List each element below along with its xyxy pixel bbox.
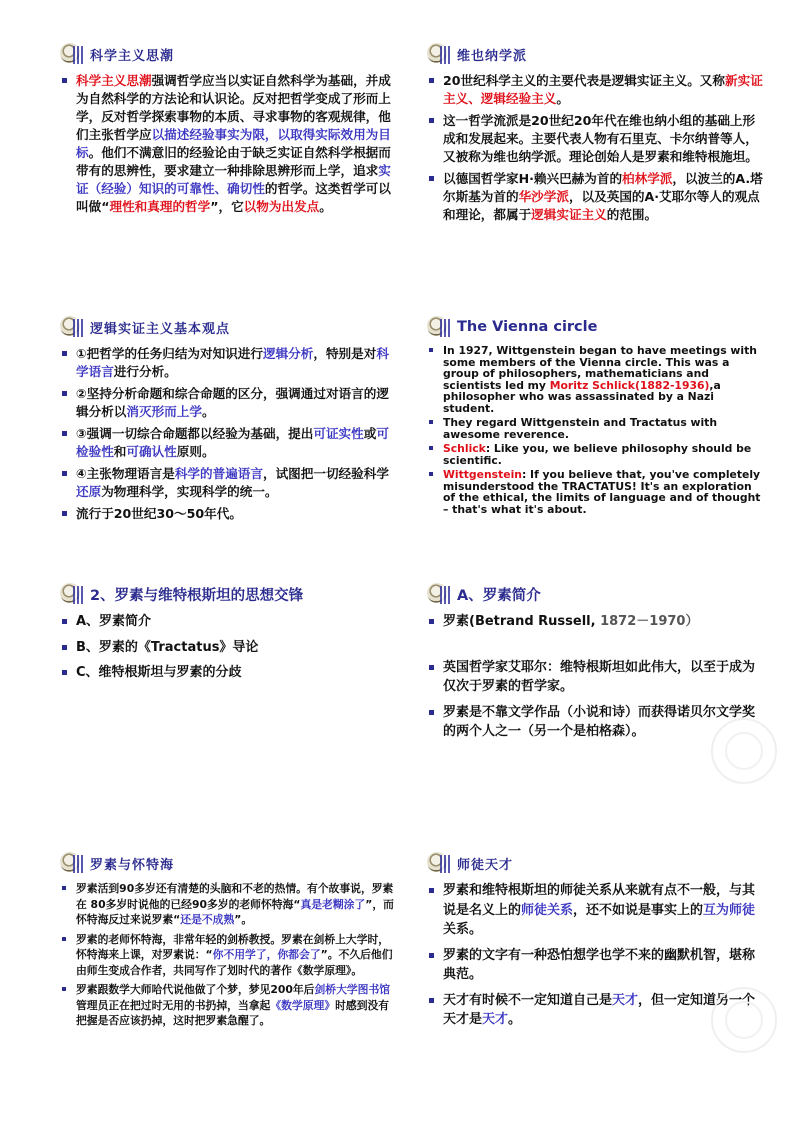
- bullet-text: ,a philosopher who was assassinated by a Nazi student.: [443, 378, 721, 415]
- highlight-text: 互为师徒: [703, 902, 756, 918]
- highlight-text: 还是不成熟: [180, 913, 235, 926]
- university-logo-icon: [425, 315, 451, 339]
- bullet-text: 的范围。: [606, 207, 658, 222]
- bullet-item: [425, 612, 765, 632]
- slide-title: The Vienna circle: [457, 319, 598, 335]
- bullet-item: [425, 72, 765, 108]
- slide-title: 2、罗素与维特根斯坦的思想交锋: [90, 587, 304, 604]
- bullet-text: 罗素的老师怀特海，非常年轻的剑桥教授。罗素在剑桥上大学时，怀特海来上课，对罗素说：“: [76, 932, 390, 961]
- bullet-text: 关系。: [443, 922, 483, 937]
- bullet-list: [58, 345, 398, 523]
- bullet-text: ，以波兰的A.塔尔斯基为首的: [443, 171, 763, 204]
- highlight-text: 可确认性: [126, 444, 177, 459]
- slide-russell-intro: [425, 580, 765, 748]
- bullet-text: 的哲学。这类哲学可以叫做“: [76, 181, 391, 214]
- bullet-text: 为物理科学，实现科学的统一。: [101, 484, 278, 499]
- university-logo-icon: [58, 315, 84, 339]
- bullet-item: [425, 469, 765, 515]
- watermark-seal-icon: [711, 987, 777, 1053]
- bullet-text: ”，而怀特海反过来说罗素“: [76, 897, 394, 926]
- bullet-text: 和: [113, 444, 127, 459]
- bullet-text: ②坚持分析命题和综合命题的区分，强调通过对语言的逻辑分析以: [76, 386, 389, 419]
- highlight-text: 还原: [76, 484, 102, 499]
- bullet-text: 。: [556, 91, 569, 106]
- bullet-item: [58, 345, 398, 381]
- bullet-text: B、罗素的《Tractatus》导论: [76, 639, 259, 655]
- slide-title: 罗素与怀特海: [90, 857, 175, 873]
- bullet-item: [58, 72, 398, 216]
- bullet-text: 。: [319, 199, 332, 214]
- highlight-text: 逻辑实证主义: [531, 207, 607, 222]
- bullet-list: [58, 612, 398, 683]
- bullet-item: [58, 505, 398, 523]
- bullet-item: [425, 881, 765, 940]
- highlight-text: 《数学原理》: [270, 998, 336, 1012]
- bullet-text: 英国哲学家艾耶尔：维特根斯坦如此伟大，以至于成为仅次于罗素的哲学家。: [443, 659, 756, 694]
- slide-vienna-school: [425, 40, 765, 228]
- slide-logical-positivism-views: [58, 313, 398, 527]
- highlight-text: 剑桥大学图书馆: [314, 983, 391, 996]
- bullet-item: [58, 385, 398, 421]
- highlight-text: 逻辑分析: [262, 346, 314, 361]
- highlight-text: 师徒关系: [521, 902, 574, 918]
- bullet-text: ”，它: [210, 199, 244, 214]
- highlight-text: 1872－1970）: [600, 614, 699, 629]
- bullet-text: ”。: [234, 913, 253, 926]
- bullet-text: 强调哲学应当以实证自然科学为基础，并成为自然科学的方法论和认识论。反对把哲学变成了形而上学，反对哲学探索事物的本质、寻求事物的客观规律，他们主张哲学应: [76, 73, 391, 142]
- bullet-text: 罗素的文字有一种恐怕想学也学不来的幽默机智，堪称典范。: [443, 947, 756, 982]
- bullet-text: 。: [508, 1012, 522, 1027]
- highlight-text: 以物为出发点: [243, 199, 320, 214]
- bullet-text: 或: [363, 426, 377, 441]
- bullet-text: ，试图把一切经验科学: [262, 466, 389, 481]
- highlight-text: 可检验性: [76, 426, 389, 459]
- highlight-text: 消灭形而上学: [126, 404, 202, 419]
- bullet-item: [425, 112, 765, 166]
- university-logo-icon: [58, 42, 84, 66]
- highlight-text: 理性和真理的哲学: [109, 199, 211, 214]
- bullet-item: [425, 946, 765, 985]
- highlight-text: 可证实性: [313, 426, 364, 441]
- slide-master-disciple: [425, 849, 765, 1036]
- bullet-item: [425, 417, 765, 440]
- bullet-item: [58, 425, 398, 461]
- bullet-text: 罗素和维特根斯坦的师徒关系从来就有点不一般，与其说是名义上的: [443, 883, 756, 918]
- bullet-item: [425, 658, 765, 697]
- bullet-item: [425, 345, 765, 414]
- slide-russell-wittgenstein: [58, 580, 398, 689]
- bullet-item: [58, 638, 398, 658]
- slide-title: 科学主义思潮: [90, 48, 175, 64]
- bullet-text: 罗素(Betrand Russell,: [443, 614, 601, 629]
- bullet-text: 罗素活到90多岁还有清楚的头脑和不老的热情。有个故事说，罗素在 80多岁时说他的已经90多岁的老师怀特海“: [76, 882, 394, 911]
- bullet-item: [58, 932, 398, 979]
- university-logo-icon: [425, 42, 451, 66]
- bullet-text: 进行分析。: [113, 364, 177, 379]
- slide-title: 逻辑实证主义基本观点: [90, 321, 231, 337]
- bullet-text: 管理员正在把过时无用的书扔掉，当拿起: [76, 998, 271, 1012]
- highlight-text: 实证（经验）知识的可靠性、确切性: [76, 163, 391, 196]
- slide-title: A、罗素简介: [457, 587, 541, 604]
- highlight-text: Wittgenstein: [443, 468, 522, 481]
- university-logo-icon: [425, 851, 451, 875]
- bullet-text: 罗素是不靠文学作品（小说和诗）而获得诺贝尔文学奖的两个人之一（另一个是柏格森）。: [443, 704, 756, 739]
- highlight-text: 华沙学派: [518, 189, 569, 204]
- slide-russell-whitehead: [58, 849, 398, 1033]
- highlight-text: 真是老糊涂了: [300, 897, 366, 911]
- bullet-list: [425, 612, 765, 742]
- slide-scientism: [58, 40, 398, 220]
- highlight-text: Schlick: [443, 442, 486, 455]
- bullet-text: ，以及英国的A·艾耶尔等人的观点和理论，都属于: [443, 189, 760, 222]
- highlight-text: 科学的普遍语言: [174, 466, 263, 481]
- bullet-text: 。: [201, 404, 215, 419]
- bullet-item: [58, 465, 398, 501]
- bullet-list: [58, 72, 398, 216]
- bullet-list: [425, 72, 765, 224]
- watermark-seal-icon: [711, 718, 777, 784]
- bullet-text: ，特别是对: [313, 346, 377, 361]
- bullet-text: A、罗素简介: [76, 614, 152, 629]
- bullet-text: 时感到没有把握是否应该扔掉，这时把罗素急醒了。: [76, 998, 390, 1027]
- bullet-text: C、维特根斯坦与罗素的分歧: [76, 665, 242, 680]
- highlight-text: 以描述经验事实为限，以取得实际效用为目标: [76, 127, 391, 160]
- bullet-text: 。他们不满意旧的经验论由于缺乏实证自然科学根据而带有的思辨性，要求建立一种排除思辨形而上学，追求: [76, 145, 391, 178]
- bullet-text: 罗素跟数学大师哈代说他做了个梦，梦见200年后: [76, 983, 315, 996]
- bullet-item: [58, 982, 398, 1029]
- highlight-text: 科学语言: [76, 346, 389, 379]
- bullet-item: [425, 443, 765, 466]
- highlight-text: 柏林学派: [622, 171, 673, 186]
- highlight-text: 科学主义思潮: [76, 73, 152, 88]
- bullet-text: ，还不如说是事实上的: [573, 902, 704, 918]
- highlight-text: 新实证主义、逻辑经验主义: [443, 73, 763, 106]
- bullet-text: ④主张物理语言是: [76, 466, 175, 481]
- university-logo-icon: [58, 851, 84, 875]
- bullet-text: : If you believe that, you've completely misunderstood the TRACTATUS! It's an exploration of the ethical, the limits of language and of thought – that's what it's about.: [443, 468, 761, 516]
- bullet-text: ，但一定知道另一个天才是: [443, 992, 756, 1027]
- university-logo-icon: [58, 582, 84, 606]
- highlight-text: 你不用学了，你都会了: [212, 948, 321, 961]
- bullet-text: ”。不久后他们由师生变成合作者，共同写作了划时代的著作《数学原理》。: [76, 948, 393, 977]
- bullet-text: 天才有时候不一定知道自己是: [443, 992, 613, 1008]
- bullet-text: In 1927, Wittgenstein began to have meetings with some members of the Vienna circle. This was a group of philosophers, mathematicians and scientists led my: [443, 344, 757, 392]
- bullet-item: [58, 612, 398, 632]
- slide-title: 师徒天才: [457, 857, 514, 873]
- bullet-text: 这一哲学流派是20世纪20年代在维也纳小组的基础上形成和发展起来。主要代表人物有石里克、卡尔纳普等人，又被称为维也纳学派。理论创始人是罗素和维特根施坦。: [443, 113, 758, 164]
- bullet-text: They regard Wittgenstein and Tractatus with awesome reverence.: [443, 416, 718, 441]
- bullet-item: [58, 881, 398, 928]
- bullet-text: 流行于20世纪30～50年代。: [76, 506, 242, 521]
- bullet-list: [58, 881, 398, 1029]
- slide-title: 维也纳学派: [457, 48, 528, 64]
- highlight-text: 天才: [482, 1012, 509, 1027]
- university-logo-icon: [425, 582, 451, 606]
- bullet-text: 原则。: [176, 444, 215, 459]
- bullet-text: ③强调一切综合命题都以经验为基础，提出: [76, 426, 314, 441]
- bullet-item: [425, 170, 765, 224]
- highlight-text: 天才: [612, 992, 639, 1008]
- bullet-text: : Like you, we believe philosophy should be scientific.: [443, 442, 752, 467]
- bullet-text: 20世纪科学主义的主要代表是逻辑实证主义。又称: [443, 73, 725, 88]
- bullet-list: [425, 345, 765, 515]
- highlight-text: Moritz Schlick(1882-1936): [549, 378, 710, 392]
- bullet-item: [58, 663, 398, 683]
- slide-vienna-circle: [425, 313, 765, 518]
- bullet-text: 以德国哲学家H·赖兴巴赫为首的: [443, 171, 623, 186]
- bullet-text: ①把哲学的任务归结为对知识进行: [76, 346, 263, 361]
